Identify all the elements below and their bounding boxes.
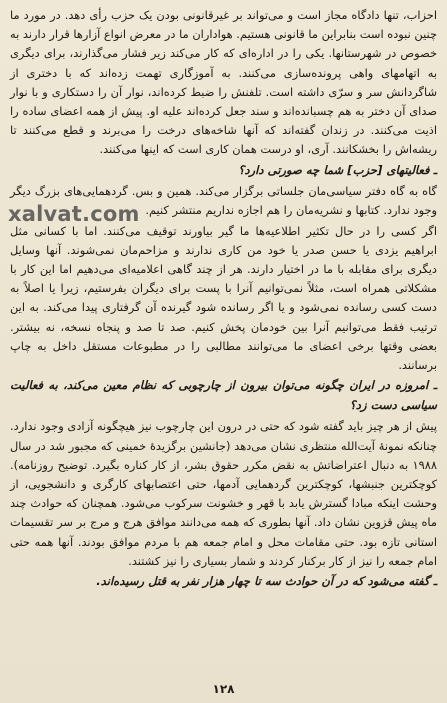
question-party-activities: ـ فعالیتهای [حزب] شما چه صورتی دارد؟	[238, 162, 437, 177]
page-number: ۱۲۸	[212, 682, 235, 696]
paragraph-meetings: گاه به گاه دفتر سیاسی‌مان جلساتی برگزار می‌کند. همین و بس. گردهمایی‌های بزرگ دیگر وجود ندارد. کتابها و نشریه‌مان را هم اجازه نداریم منتشر کنیم.	[10, 184, 437, 218]
paragraph-announcements: اگر کسی را در حال تکثیر اطلاعیه‌ها ما گیر بیاورند توقیف می‌کنند. اما با کسانی مثل ابراهیم یزدی یا حسن صدر یا خود من کاری ندارند و مزاحم‌مان نمی‌شوند. آنها وسایل دیگری برای مقابله با ما در اختیار دارند. هر از چند گاهی اعلامیه‌ای می‌دهیم اما این کار با مشکلاتی همراه است، مثلاً نمی‌توانیم آنرا با پست برای دیگران بفرستیم، زیرا یا اصلاً به دست کسی رسانده نمی‌شود و یا اگر رسانده شود گیرنده آن گرفتاری پیدا می‌کند. به این ترتیب فقط می‌توانیم آنرا بین خودمان پخش کنیم. صد تا صد و پنجاه نسخه، نه بیشتر. بعضی وقتها برخی اعضای ما می‌توانند مطالبی را در مطبوعات مستقل داخل به چاپ برسانند.	[10, 223, 437, 373]
site-watermark: xalvat.com	[8, 202, 140, 226]
question-political-activity: ـ امروزه در ایران چگونه می‌توان بیرون از چارچوبی که نظام معین می‌کند، به فعالیت سیاسی دست زد؟	[10, 378, 437, 412]
question-casualties: ـ گفته می‌شود که در آن حوادث سه تا چهار هزار نفر به قتل رسیده‌اند.	[96, 574, 437, 589]
page-body	[10, 6, 437, 594]
paragraph-harassment: احزاب، تنها دادگاه مجاز است و می‌تواند بر غیرقانونی بودن یک حزب رأی دهد. در مورد ما چنین نبوده است بنابراین ما قانونی هستیم. هواداران ما در معرض انواع آزارها قرار دارند به خصوص در شهرستانها. یکی را در اداره‌ای که کار می‌کند زیر فشار می‌گذارند، برای دیگری به اتهامهای واهی پرونده‌سازی می‌کنند. به آموزگاری تهمت زده‌اند که با دختری از شاگردانش سر و سرّی داشته است. تلفنش را ضبط کرده‌اند، نوار آن را دستکاری و با نوار صدای آن دختر به هم چسبانده‌اند و سند جعل کرده‌اند علیه او. پیش از همه اعضای ساده را اذیت می‌کنند. در زندان گفته‌اند که آنها شاخه‌های درخت را می‌برند و قطع می‌کنند تا ریشه‌اش را بخشکانند. آری، او درست همان کاری است که اینها می‌کنند.	[10, 8, 437, 157]
paragraph-no-freedom: پیش از هر چیز باید گفته شود که حتی در درون این چارچوب نیز هیچگونه آزادی وجود ندارد. چنانکه نمونهٔ آیت‌الله منتظری نشان می‌دهد (جانشین برگزیدهٔ خمینی که مجبور شد در سال ۱۹۸۸ به دنبال اعتراضاتش به نقض مکرر حقوق بشر، از کار کناره بگیرد. توضیح روزنامه). کوچکترین جنبشها، کوچکترین گردهمایی آدمها، حتی اعتصابهای کارگری و دانشجویی، از وحشت اینکه مبادا گسترش یابد با قهر و خشونت سرکوب می‌شود. همچنان که حوادث چند ماه پیش قزوین نشان داد. آنها بطوری که همه می‌دانند موافق هرج و مرج بر سر تقسیمات استانی تازه بود. حتی مقامات محل و امام جمعه هم با مردم موافق بودند. آنها همه حتی امام جمعه را نیز از کار برکنار کردند و شمار بسیاری را نیز کشتند.	[10, 419, 437, 568]
